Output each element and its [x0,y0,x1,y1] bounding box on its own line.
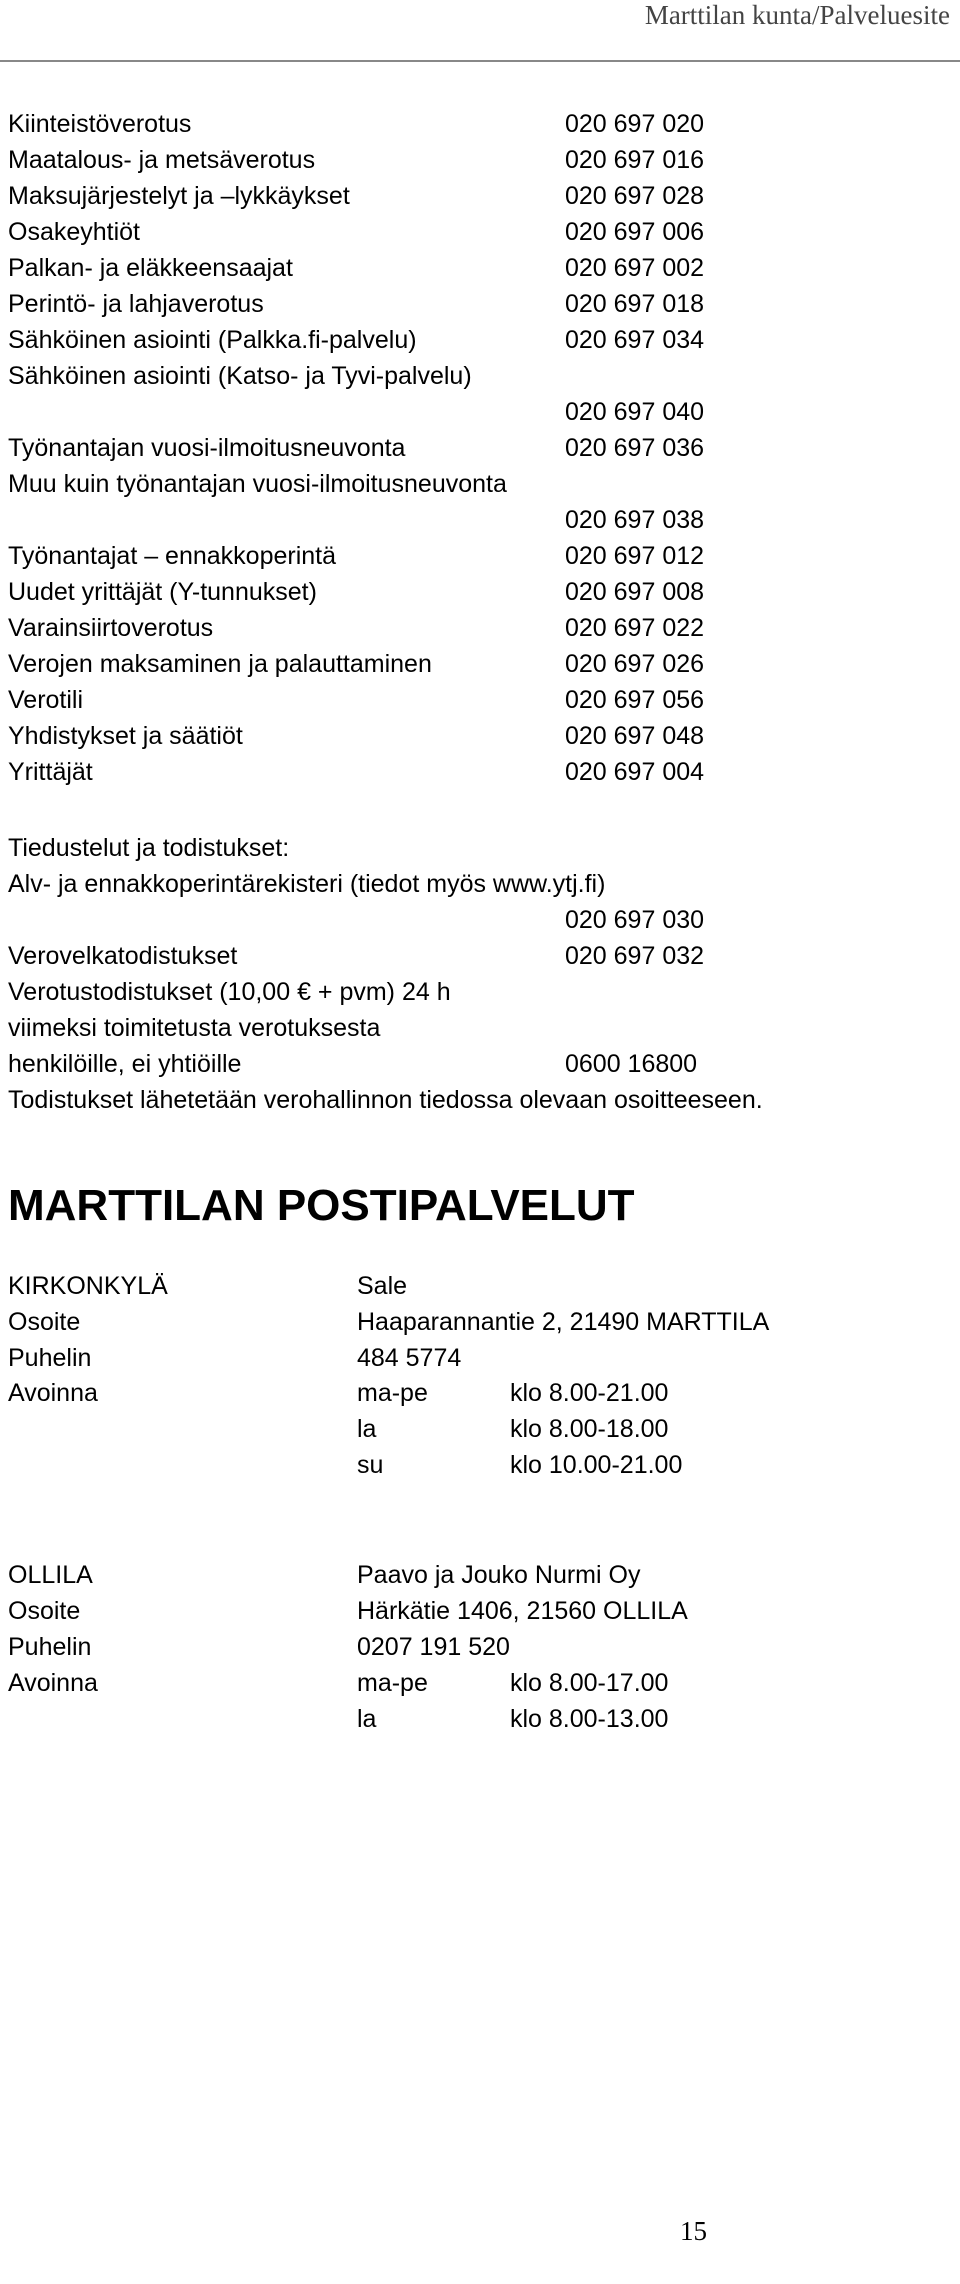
recent-label: viimeksi toimitetusta verotuksesta [8,1014,381,1042]
list-item: Sähköinen asiointi (Katso- ja Tyvi-palvelu) [8,362,472,390]
phone-number: 484 5774 [357,1344,462,1372]
phone-number: 020 697 018 [565,290,705,318]
postal-title: MARTTILAN POSTIPALVELUT [8,1181,635,1230]
list-item-continued [8,902,763,938]
phone-number: 020 697 040 [565,398,705,426]
verotus-label: Verotustodistukset (10,00 € + pvm) 24 h [8,978,451,1006]
post-office-ollila [8,1557,688,1665]
phone-number: 020 697 036 [565,434,705,462]
alv-label: Alv- ja ennakkoperintärekisteri (tiedot myös www.ytj.fi) [8,870,606,898]
hours-label: Avoinna [8,1379,98,1407]
place-name: OLLILA [8,1561,93,1589]
list-item: Perintö- ja lahjaverotus 020 697 018 [8,286,507,322]
hours-day: ma-pe [357,1669,428,1697]
phone-number: 020 697 006 [565,218,705,246]
phone-number: 020 697 004 [565,758,705,786]
phone-number: 020 697 048 [565,722,705,750]
list-item: Palkan- ja eläkkeensaajat 020 697 002 [8,250,507,286]
phone-number: 020 697 022 [565,614,705,642]
phone-number: 020 697 030 [565,906,705,934]
hours-time: klo 10.00-21.00 [510,1451,683,1479]
section-heading: Tiedustelut ja todistukset: [8,834,290,862]
phone-number: 020 697 008 [565,578,705,606]
phone-number: 020 697 020 [565,110,705,138]
hours-time: klo 8.00-18.00 [510,1415,669,1443]
phone-number: 020 697 056 [565,686,705,714]
list-item: Maksujärjestelyt ja –lykkäykset 020 697 028 [8,178,507,214]
phone-number: 020 697 026 [565,650,705,678]
list-item: Työnantajat – ennakkoperintä 020 697 012 [8,538,507,574]
certificates-section [8,830,763,1118]
phone-number: 020 697 032 [565,942,705,970]
address-label: Osoite [8,1308,81,1336]
hours-time: klo 8.00-13.00 [510,1705,669,1733]
address: Härkätie 1406, 21560 OLLILA [357,1597,688,1625]
phone-number: 020 697 028 [565,182,705,210]
hours-label: Avoinna [8,1669,98,1697]
list-item: Yrittäjät 020 697 004 [8,754,507,790]
certificates-note: Todistukset lähetetään verohallinnon tiedossa olevaan osoitteeseen. [8,1086,763,1114]
hours-day: la [357,1705,377,1733]
place-name: KIRKONKYLÄ [8,1272,168,1300]
hours-day: ma-pe [357,1379,428,1407]
hours-time: klo 8.00-21.00 [510,1379,669,1407]
list-item: henkilöille, ei yhtiöille 0600 16800 [8,1046,763,1082]
place-value: Sale [357,1272,408,1300]
list-item: Osakeyhtiöt 020 697 006 [8,214,507,250]
address-label: Osoite [8,1597,81,1625]
post-office-kirkonkyla [8,1268,770,1376]
list-item: Verotili 020 697 056 [8,682,507,718]
address: Haaparannantie 2, 21490 MARTTILA [357,1308,770,1336]
phone-number: 0600 16800 [565,1050,698,1078]
phone-number: 0207 191 520 [357,1633,510,1661]
page-header: Marttilan kunta/Palveluesite [644,0,950,30]
list-item: Varainsiirtoverotus 020 697 022 [8,610,507,646]
page-number: 15 [680,2216,707,2246]
phone-number: 020 697 016 [565,146,705,174]
hours-day: la [357,1415,377,1443]
list-item: Verovelkatodistukset 020 697 032 [8,938,763,974]
list-item-continued [8,394,705,430]
phone-label: Puhelin [8,1633,92,1661]
list-item: Uudet yrittäjät (Y-tunnukset) 020 697 008 [8,574,507,610]
list-item: Maatalous- ja metsäverotus 020 697 016 [8,142,507,178]
list-item: Yhdistykset ja säätiöt 020 697 048 [8,718,507,754]
phone-number: 020 697 012 [565,542,705,570]
phone-number: 020 697 034 [565,326,705,354]
opening-hours-kirkonkyla [8,1375,683,1483]
list-item: Verojen maksaminen ja palauttaminen 020 697 026 [8,646,507,682]
list-item-continued [8,502,705,538]
place-value: Paavo ja Jouko Nurmi Oy [357,1561,641,1589]
header-rule [0,60,960,62]
list-item: Työnantajan vuosi-ilmoitusneuvonta 020 697 036 [8,430,507,466]
opening-hours-ollila [8,1665,669,1737]
tax-phone-list [8,106,705,790]
list-item: Sähköinen asiointi (Palkka.fi-palvelu) 020 697 034 [8,322,507,358]
list-item: Muu kuin työnantajan vuosi-ilmoitusneuvonta [8,470,507,498]
phone-number: 020 697 038 [565,506,705,534]
phone-number: 020 697 002 [565,254,705,282]
phone-label: Puhelin [8,1344,92,1372]
hours-time: klo 8.00-17.00 [510,1669,669,1697]
list-item: Kiinteistöverotus 020 697 020 [8,106,507,142]
hours-day: su [357,1451,384,1479]
